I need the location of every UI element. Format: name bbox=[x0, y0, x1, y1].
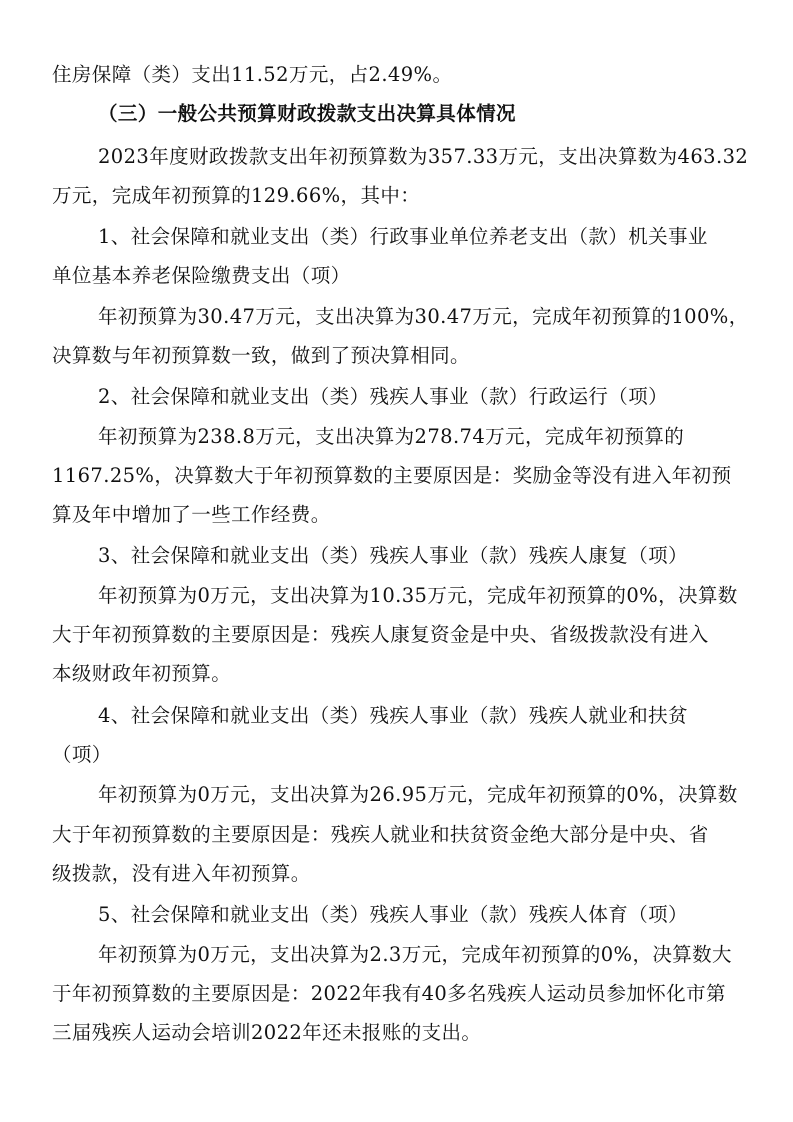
text-line: 本级财政年初预算。 bbox=[52, 662, 232, 685]
list-item-title: 5、社会保障和就业支出（类）残疾人事业（款）残疾人体育（项） bbox=[98, 903, 688, 926]
section-heading: （三）一般公共预算财政拨款支出决算具体情况 bbox=[98, 102, 516, 125]
text-line: 住房保障（类）支出11.52万元，占2.49%。 bbox=[52, 63, 453, 86]
text-line: 年初预算为0万元，支出决算为2.3万元，完成年初预算的0%，决算数大 bbox=[98, 943, 732, 966]
text-line: 大于年初预算数的主要原因是：残疾人康复资金是中央、省级拨款没有进入 bbox=[52, 623, 709, 646]
text-line: 万元，完成年初预算的129.66%，其中： bbox=[52, 184, 421, 207]
text-line: 年初预算为238.8万元，支出决算为278.74万元，完成年初预算的 bbox=[98, 425, 685, 448]
text-line: 决算数与年初预算数一致，做到了预决算相同。 bbox=[52, 344, 470, 367]
list-item-title: 3、社会保障和就业支出（类）残疾人事业（款）残疾人康复（项） bbox=[98, 544, 688, 567]
text-line: 级拨款，没有进入年初预算。 bbox=[52, 862, 311, 885]
text-line: 大于年初预算数的主要原因是：残疾人就业和扶贫资金绝大部分是中央、省 bbox=[52, 823, 709, 846]
text-line: 年初预算为0万元，支出决算为10.35万元，完成年初预算的0%，决算数 bbox=[98, 584, 738, 607]
text-line: 年初预算为30.47万元，支出决算为30.47万元，完成年初预算的100%， bbox=[98, 305, 749, 328]
text-line: 于年初预算数的主要原因是：2022年我有40多名残疾人运动员参加怀化市第 bbox=[52, 982, 726, 1005]
text-line: 2023年度财政拨款支出年初预算数为357.33万元，支出决算数为463.32 bbox=[98, 145, 749, 168]
text-line: 单位基本养老保险缴费支出（项） bbox=[52, 264, 351, 287]
text-line: 年初预算为0万元，支出决算为26.95万元，完成年初预算的0%，决算数 bbox=[98, 783, 738, 806]
text-line: （项） bbox=[52, 743, 112, 766]
text-line: 1167.25%，决算数大于年初预算数的主要原因是：奖励金等没有进入年初预 bbox=[52, 464, 732, 487]
text-line: 算及年中增加了一些工作经费。 bbox=[52, 503, 331, 526]
list-item-title: 4、社会保障和就业支出（类）残疾人事业（款）残疾人就业和扶贫 bbox=[98, 704, 688, 727]
list-item-title: 2、社会保障和就业支出（类）残疾人事业（款）行政运行（项） bbox=[98, 385, 669, 408]
text-line: 三届残疾人运动会培训2022年还未报账的支出。 bbox=[52, 1021, 482, 1044]
list-item-title: 1、社会保障和就业支出（类）行政事业单位养老支出（款）机关事业 bbox=[98, 225, 708, 248]
